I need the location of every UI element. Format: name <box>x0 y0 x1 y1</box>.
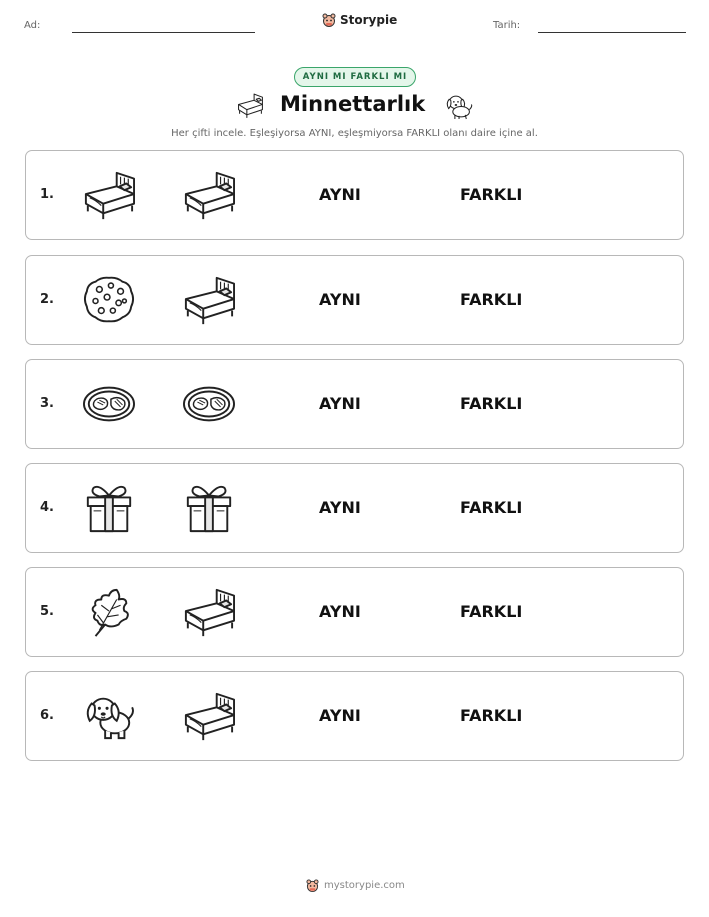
row-number: 3. <box>40 396 54 411</box>
comparison-row <box>25 463 684 553</box>
option-different[interactable]: FARKLI <box>460 290 523 309</box>
option-same[interactable]: AYNI <box>319 498 361 517</box>
worksheet-header <box>0 0 709 50</box>
bed-icon <box>181 274 237 326</box>
instructions: Her çifti incele. Eşleşiyorsa AYNI, eşleşmiyorsa FARKLI olanı daire içine al. <box>171 128 538 139</box>
cookie-icon <box>81 274 137 326</box>
gift-icon <box>181 482 237 534</box>
plate-icon <box>181 378 237 430</box>
leaf-icon <box>81 586 137 638</box>
row-number: 2. <box>40 292 54 307</box>
page-title: Minnettarlık <box>280 92 426 116</box>
footer-url[interactable]: mystorypie.com <box>324 880 405 891</box>
row-number: 6. <box>40 708 54 723</box>
option-same[interactable]: AYNI <box>319 290 361 309</box>
puppy-icon <box>81 690 137 742</box>
name-label: Ad: <box>24 20 41 31</box>
bed-icon <box>81 169 137 221</box>
puppy-icon <box>442 92 474 120</box>
comparison-row <box>25 567 684 657</box>
activity-type-badge: AYNI MI FARKLI MI <box>294 67 416 87</box>
brand-name: Storypie <box>340 13 398 27</box>
bed-icon <box>181 169 237 221</box>
storypie-mascot-icon <box>306 879 319 892</box>
option-same[interactable]: AYNI <box>319 394 361 413</box>
brand-logo <box>322 13 397 27</box>
option-same[interactable]: AYNI <box>319 602 361 621</box>
bed-icon <box>234 92 268 120</box>
comparison-row <box>25 671 684 761</box>
option-different[interactable]: FARKLI <box>460 498 523 517</box>
gift-icon <box>81 482 137 534</box>
name-line <box>72 32 255 33</box>
option-different[interactable]: FARKLI <box>460 602 523 621</box>
option-different[interactable]: FARKLI <box>460 394 523 413</box>
date-label: Tarih: <box>493 20 521 31</box>
row-number: 1. <box>40 187 54 202</box>
option-same[interactable]: AYNI <box>319 185 361 204</box>
date-line <box>538 32 686 33</box>
footer <box>306 879 405 892</box>
storypie-mascot-icon <box>322 13 336 27</box>
comparison-row <box>25 255 684 345</box>
title-row <box>0 92 709 122</box>
row-number: 5. <box>40 604 54 619</box>
comparison-row <box>25 359 684 449</box>
option-different[interactable]: FARKLI <box>460 185 523 204</box>
option-different[interactable]: FARKLI <box>460 706 523 725</box>
comparison-row <box>25 150 684 240</box>
plate-icon <box>81 378 137 430</box>
bed-icon <box>181 586 237 638</box>
option-same[interactable]: AYNI <box>319 706 361 725</box>
row-number: 4. <box>40 500 54 515</box>
bed-icon <box>181 690 237 742</box>
